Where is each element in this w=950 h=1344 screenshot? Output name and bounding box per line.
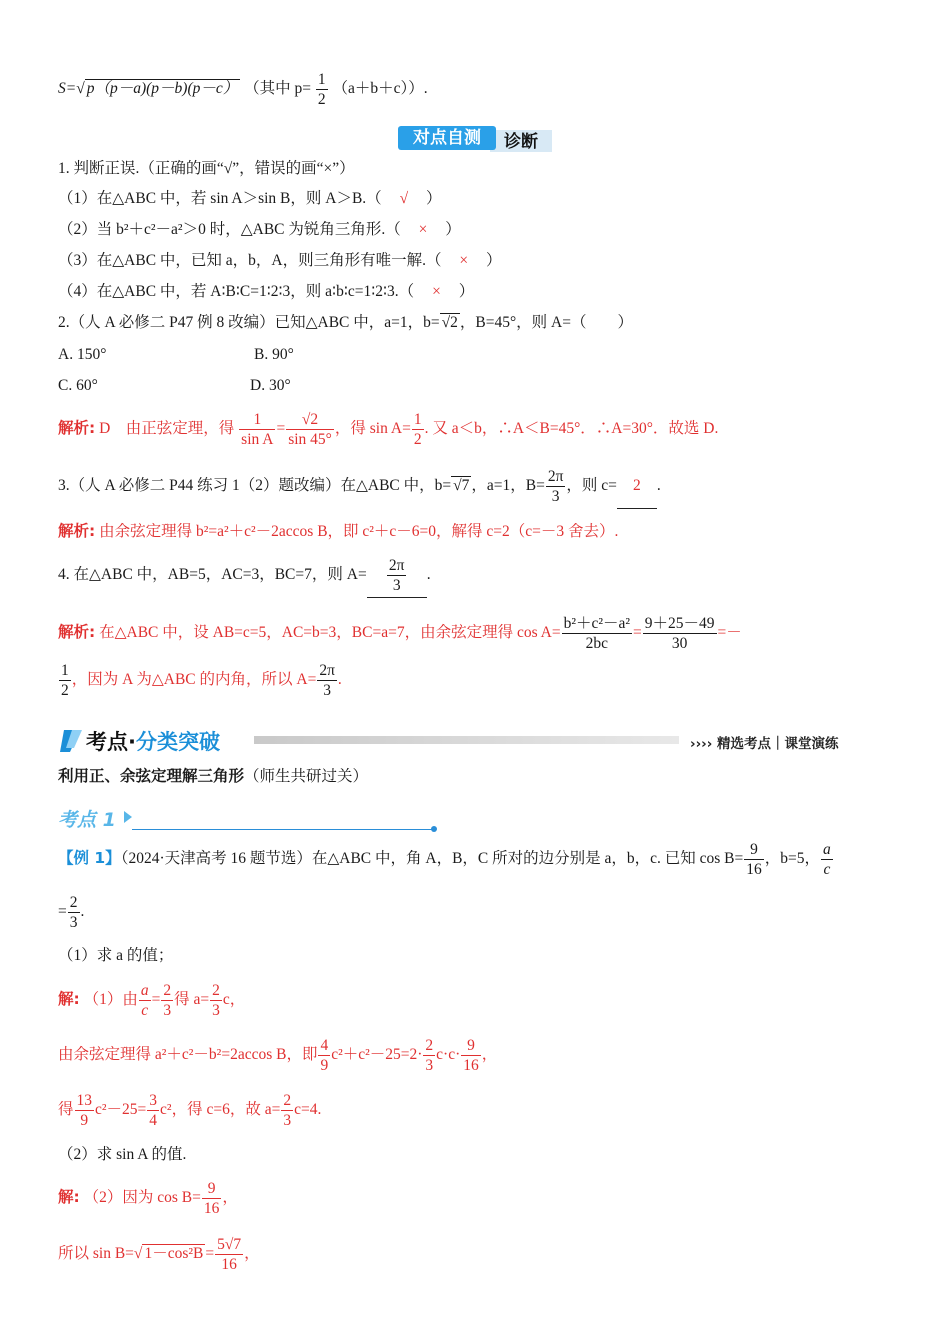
section-header	[58, 722, 892, 756]
part-1-solution-line-2: 由余弦定理得 a²＋c²－b²=2accos B，即 $\frac{4}{9}$ c²＋c²－25=2· $\frac{2}{3}$ c·c· $\frac{9}{16}$ ，	[58, 1036, 498, 1074]
self-test-banner	[398, 124, 554, 154]
kaodian-label: 考点 1	[58, 809, 116, 831]
self-test-label: 对点自测	[398, 126, 496, 150]
q3-answer: 2	[617, 464, 657, 509]
cross-mark: ×	[432, 283, 441, 300]
arrow-icon	[124, 811, 132, 823]
section-subtitle: ›››› 精选考点｜课堂演练	[690, 736, 839, 752]
option-b: B. 90°	[254, 346, 294, 363]
q1-item-1: （1）在△ABC 中，若 sin A＞sin B，则 A＞B.（ √ ）	[58, 190, 442, 207]
check-mark: √	[399, 190, 409, 207]
part-1-question: （1）求 a 的值；	[58, 947, 174, 964]
q1-item-3: （3）在△ABC 中，已知 a，b，A，则三角形有唯一解.（ × ）	[58, 252, 502, 269]
heron-formula: S=√ p（p－a)(p－b)(p－c） （其中 p= $\frac{1}{2}$ （a＋b＋c））.	[58, 71, 428, 108]
part-1-solution-line-1: 解: （1）由 $\frac{a}{c}$ = $\frac{2}{3}$ 得 a= $\frac{2}{3}$ c，	[58, 981, 246, 1019]
option-a: A. 150°	[58, 346, 107, 363]
example-1-stem: 【例 1】（2024·天津高考 16 题节选）在△ABC 中，角 A，B，C 所对的边分别是 a，b，c. 已知 cos B= $\frac{9}{16}$ ，b=5， $\frac{a}{c}$	[58, 840, 831, 878]
option-d: D. 30°	[250, 377, 291, 394]
kaodian-marker	[58, 803, 438, 833]
part-2-solution-line-1: 解: （2）因为 cos B= $\frac{9}{16}$ ，	[58, 1179, 238, 1217]
option-c: C. 60°	[58, 377, 98, 394]
example-label: 【例 1】	[58, 849, 121, 867]
q4-solution-line-2: $\frac{1}{2}$ ，因为 A 为△ABC 的内角，所以 A= $\frac{2\pi}{3}$ .	[61, 661, 342, 699]
example-1-stem-cont: = $\frac{2}{3}$ .	[58, 893, 85, 931]
q1-item-2: （2）当 b²＋c²－a²＞0 时，△ABC 为锐角三角形.（ × ）	[58, 221, 461, 238]
q3-solution: 解析: 由余弦定理得 b²=a²＋c²－2accos B，即 c²＋c－6=0，解得 c=2（c=－3 舍去）.	[58, 522, 619, 540]
section-divider	[254, 736, 679, 744]
q1-item-4: （4）在△ABC 中，若 A∶B∶C=1∶2∶3，则 a∶b∶c=1∶2∶3.（ × ）	[58, 283, 475, 300]
part-2-solution-line-2: 所以 sin B=√ 1－cos²B = $\frac{5√7}{16}$ ，	[58, 1235, 260, 1273]
section-bracket-icon	[58, 726, 88, 756]
q4-stem: 4. 在△ABC 中，AB=5，AC=3，BC=7，则 A= $\frac{2\pi}{3}$ .	[58, 553, 892, 598]
q4-solution-line-1: 解析: 在△ABC 中，设 AB=c=5，AC=b=3，BC=a=7，由余弦定理得 cos A= $\frac{\text{b²＋c²－a²}}{2bc}$ = $\frac{9+25-49}{30}$ =－	[58, 614, 742, 652]
part-2-question: （2）求 sin A 的值.	[58, 1146, 187, 1163]
part-1-solution-line-3: 得 $\frac{13}{9}$ c²－25= $\frac{3}{4}$ c²，得 c=6，故 a= $\frac{2}{3}$ c=4.	[58, 1091, 322, 1129]
q2-solution: 解析: D 由正弦定理，得 $\frac{1}{\text{sin A}}$ = $\frac{√2}{\sin 45^\circ}$ ，得 sin A= $\frac{1}{2}$ . 又 a＜b，∴A＜B=45°．∴A=30°．故选 D.	[58, 410, 719, 448]
q2-options-row-2	[58, 375, 892, 397]
diagnosis-label: 诊断	[504, 132, 538, 152]
cross-mark: ×	[459, 252, 469, 269]
topic-heading: 利用正、余弦定理解三角形（师生共研过关）	[58, 767, 369, 785]
q2-stem: 2.（人 A 必修二 P47 例 8 改编）已知△ABC 中，a=1，b= √2 ，B=45°，则 A=（ ）	[58, 314, 633, 331]
q1-stem: 1. 判断正误.（正确的画“√”，错误的画“×”）	[58, 160, 355, 177]
cross-mark: ×	[418, 221, 428, 238]
section-title: 考点·分类突破	[86, 730, 220, 754]
q2-options-row-1	[58, 344, 892, 366]
half-fraction: $\frac{1}{2}$	[317, 71, 326, 108]
q3-stem: 3.（人 A 必修二 P44 练习 1（2）题改编）在△ABC 中，b= √7 ，a=1，B= $\frac{2\pi}{3}$ ，则 c= 2 .	[58, 464, 892, 509]
